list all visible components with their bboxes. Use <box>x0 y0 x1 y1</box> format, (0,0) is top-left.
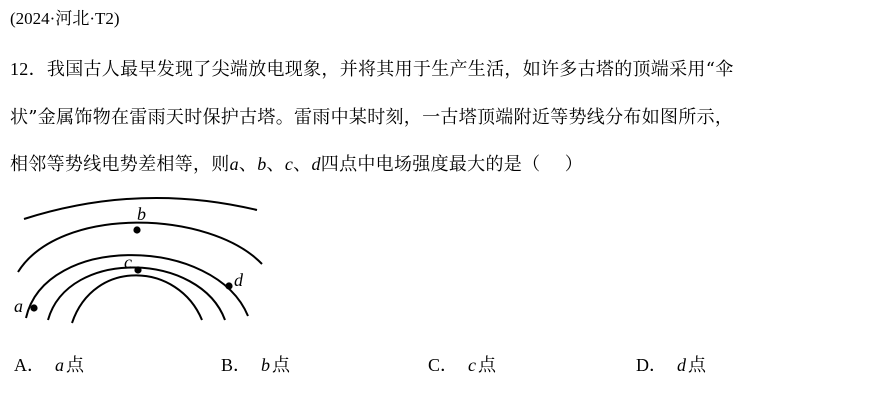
option-c-suffix: 点 <box>478 355 497 376</box>
option-a[interactable] <box>14 351 84 377</box>
point-a <box>30 304 37 311</box>
separator-3: 、 <box>293 154 312 175</box>
var-c: c <box>284 154 294 174</box>
point-c <box>134 266 141 273</box>
question-line-2: 状”金属饰物在雷雨天时保护古塔。雷雨中某时刻，一古塔顶端附近等势线分布如图所示， <box>10 107 734 128</box>
option-a-suffix: 点 <box>66 355 84 376</box>
question-text-3-post: 四点中电场强度最大的是（ ） <box>320 154 584 175</box>
option-c-letter: C． <box>428 355 459 375</box>
option-b[interactable] <box>221 351 290 377</box>
option-b-letter: B． <box>221 355 252 375</box>
option-d-suffix: 点 <box>688 355 706 376</box>
equipotential-figure <box>0 195 290 335</box>
equipotential-line-5 <box>72 275 202 323</box>
question-line-1 <box>10 55 860 81</box>
question-text-1: 我国古人最早发现了尖端放电现象，并将其用于生产生活，如许多古塔的顶端采用“伞 <box>46 59 734 80</box>
var-b: b <box>257 154 267 174</box>
question-line-3 <box>10 150 860 176</box>
label-c: c <box>124 252 132 272</box>
var-a: a <box>229 154 239 174</box>
source-tag: (2024·河北·T2) <box>10 9 120 28</box>
option-b-var: b <box>261 355 271 375</box>
option-b-suffix: 点 <box>272 355 291 376</box>
option-d[interactable] <box>636 351 706 377</box>
option-d-letter: D． <box>636 355 667 375</box>
option-c[interactable] <box>428 351 496 377</box>
point-b <box>133 226 140 233</box>
point-d <box>225 282 232 289</box>
separator-1: 、 <box>238 154 258 175</box>
var-d: d <box>311 154 321 174</box>
question-text-3-pre: 相邻等势线电势差相等，则 <box>10 154 230 175</box>
question-number: 12． <box>10 59 47 79</box>
label-b: b <box>137 204 146 224</box>
label-d: d <box>234 270 243 290</box>
equipotential-line-3 <box>26 255 248 318</box>
label-a: a <box>14 296 23 316</box>
separator-2: 、 <box>266 154 285 175</box>
option-d-var: d <box>677 355 686 375</box>
option-c-var: c <box>468 355 477 375</box>
option-a-letter: A． <box>14 355 45 375</box>
option-a-var: a <box>55 355 64 375</box>
